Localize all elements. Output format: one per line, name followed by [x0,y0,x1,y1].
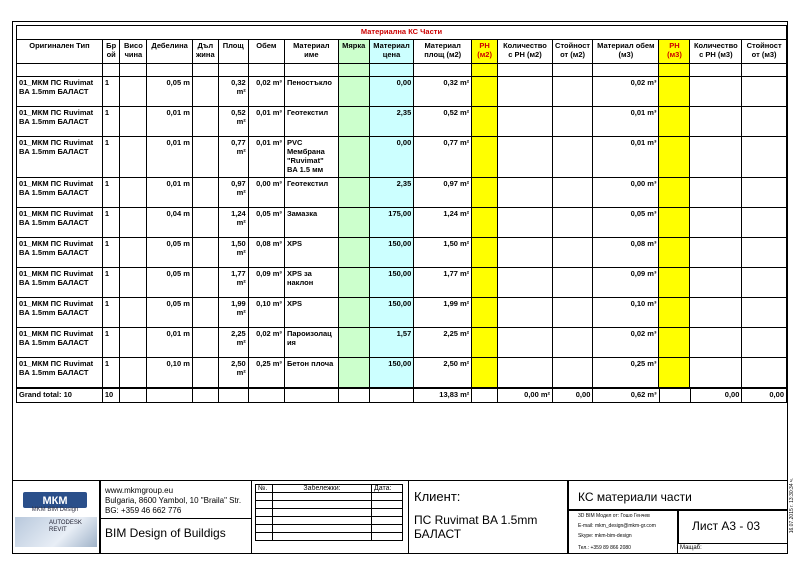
slogan: BIM Design of Buildigs [105,526,226,540]
cell-unit [338,137,369,178]
cell-type: 01_МКМ ПС Ruvimat BA 1.5mm БАЛАСТ [17,137,103,178]
cell-height [120,137,147,178]
cell-value-m2 [552,298,592,328]
total-value-m2: 0,00 [553,389,593,403]
cell-mat-volume: 0,01 m³ [593,137,659,178]
email: E-mail: mkm_design@mkm-gr.com [578,523,656,529]
table-row [17,208,787,238]
cell-mat-volume: 0,01 m³ [593,107,659,137]
cell-thickness: 0,01 m [147,178,193,208]
cell-area: 0,52 m² [218,107,248,137]
cell-material: Пароизолация [284,328,338,358]
cell-unit [338,298,369,328]
cell-height [120,107,147,137]
col-header-unit: Мярка [338,40,369,64]
col-header-count: Брой [102,40,120,64]
client-label: Клиент: [414,489,461,504]
table-row [17,178,787,208]
cell-thickness: 0,01 m [147,107,193,137]
header-row [17,40,787,64]
cell-area: 1,24 m² [218,208,248,238]
cell-type: 01_МКМ ПС Ruvimat BA 1.5mm БАЛАСТ [17,358,103,388]
cell-value-m3 [742,137,787,178]
cell-price: 150,00 [369,238,413,268]
cell-qty-m2 [498,328,553,358]
cell-ph-m2 [472,238,498,268]
cell-area: 0,97 m² [218,178,248,208]
scale-label: Мащаб: [680,545,702,551]
cell-length [192,358,218,388]
cell-value-m3 [742,238,787,268]
cell-ph-m3 [659,328,690,358]
cell-value-m2 [552,358,592,388]
cell-count: 1 [102,268,120,298]
cell-length [192,208,218,238]
table-row [17,298,787,328]
col-header-volume: Обем [248,40,284,64]
cell-value-m3 [742,107,787,137]
cell-qty-m2 [498,178,553,208]
cell-value-m3 [742,328,787,358]
cell-area: 1,77 m² [218,268,248,298]
cell-height [120,238,147,268]
cell-value-m2 [552,328,592,358]
cell-qty-m2 [498,137,553,178]
cell-unit [338,107,369,137]
cell-area: 0,77 m² [218,137,248,178]
cell-volume: 0,09 m³ [248,268,284,298]
cell-qty-m2 [498,238,553,268]
cell-material: Геотекстил [284,178,338,208]
cell-value-m3 [742,358,787,388]
total-count: 10 [102,389,120,403]
material-schedule [16,25,787,403]
cell-material: Пеностъкло [284,77,338,107]
cell-material: XPS [284,298,338,328]
cell-qty-m3 [690,178,742,208]
cell-mat-volume: 0,10 m³ [593,298,659,328]
cell-unit [338,268,369,298]
cell-price: 0,00 [369,77,413,107]
cell-price: 0,00 [369,137,413,178]
cell-value-m2 [552,238,592,268]
col-header-mat-volume: Материал обем (м3) [593,40,659,64]
cell-count: 1 [102,238,120,268]
cell-price: 150,00 [369,298,413,328]
cell-qty-m3 [690,77,742,107]
cell-value-m3 [742,208,787,238]
cell-price: 1,57 [369,328,413,358]
cell-length [192,137,218,178]
col-header-qty-m3: Количество с PH (м3) [690,40,742,64]
cell-price: 2,35 [369,107,413,137]
cell-area: 0,32 m² [218,77,248,107]
total-mat-volume: 0,62 m³ [593,389,659,403]
cell-mat-volume: 0,08 m³ [593,238,659,268]
cell-count: 1 [102,298,120,328]
cell-qty-m3 [690,238,742,268]
cell-thickness: 0,01 m [147,137,193,178]
cell-mat-volume: 0,02 m³ [593,328,659,358]
cell-type: 01_МКМ ПС Ruvimat BA 1.5mm БАЛАСТ [17,77,103,107]
cell-ph-m3 [659,358,690,388]
col-header-material: Материал име [284,40,338,64]
cell-ph-m2 [472,268,498,298]
cell-mat-area: 1,99 m² [414,298,472,328]
total-mat-area: 13,83 m² [414,389,472,403]
total-qty-m2: 0,00 m² [498,389,553,403]
col-header-height: Висо чина [120,40,147,64]
cell-value-m2 [552,178,592,208]
cell-price: 2,35 [369,178,413,208]
cell-count: 1 [102,208,120,238]
cell-qty-m3 [690,298,742,328]
cell-qty-m2 [498,107,553,137]
cell-count: 1 [102,107,120,137]
cell-length [192,298,218,328]
cell-mat-area: 0,97 m² [414,178,472,208]
cell-ph-m3 [659,208,690,238]
cell-ph-m2 [472,328,498,358]
cell-thickness: 0,10 m [147,358,193,388]
cell-volume: 0,10 m³ [248,298,284,328]
cell-mat-volume: 0,02 m³ [593,77,659,107]
cell-value-m3 [742,268,787,298]
cell-ph-m2 [472,298,498,328]
cell-qty-m3 [690,137,742,178]
col-header-ph-m2: PH (м2) [472,40,498,64]
cell-value-m2 [552,208,592,238]
cell-length [192,178,218,208]
cell-ph-m3 [659,137,690,178]
cell-count: 1 [102,358,120,388]
cell-mat-volume: 0,00 m³ [593,178,659,208]
cell-thickness: 0,01 m [147,328,193,358]
table-row [17,77,787,107]
schedule-title-row [17,26,787,40]
col-header-length: Дъл жина [192,40,218,64]
col-header-value-m2: Стойност от (м2) [552,40,592,64]
col-header-mat-area: Материал площ (м2) [414,40,472,64]
cell-area: 1,50 m² [218,238,248,268]
cell-mat-volume: 0,25 m³ [593,358,659,388]
cell-height [120,358,147,388]
cell-area: 2,25 m² [218,328,248,358]
cell-mat-area: 2,50 m² [414,358,472,388]
cell-thickness: 0,05 m [147,268,193,298]
cell-unit [338,77,369,107]
cell-ph-m2 [472,358,498,388]
cell-height [120,77,147,107]
logo-subtitle: MKM BIM Design [31,507,79,513]
cell-qty-m2 [498,77,553,107]
cell-type: 01_МКМ ПС Ruvimat BA 1.5mm БАЛАСТ [17,178,103,208]
cell-type: 01_МКМ ПС Ruvimat BA 1.5mm БАЛАСТ [17,268,103,298]
cell-material: XPS [284,238,338,268]
cell-mat-area: 0,32 m² [414,77,472,107]
cell-volume: 0,25 m³ [248,358,284,388]
autodesk-revit-logo: AUTODESK REVIT [15,517,97,547]
cell-unit [338,328,369,358]
cell-qty-m2 [498,358,553,388]
col-header-qty-m2: Количество с PH (м2) [498,40,553,64]
cell-value-m3 [742,178,787,208]
col-header-ph-m3: PH (м3) [659,40,690,64]
cell-ph-m3 [659,107,690,137]
cell-unit [338,238,369,268]
cell-ph-m2 [472,107,498,137]
notes-table [255,484,403,541]
table-row [17,137,787,178]
schedule-table [16,25,787,388]
cell-price: 150,00 [369,268,413,298]
cell-ph-m2 [472,77,498,107]
cell-count: 1 [102,77,120,107]
cell-qty-m3 [690,107,742,137]
cell-count: 1 [102,137,120,178]
col-header-value-m3: Стойност от (м3) [742,40,787,64]
cell-volume: 0,08 m³ [248,238,284,268]
phone: BG: +359 46 662 776 [105,506,182,515]
notes-header-no: №. [256,485,273,493]
cell-thickness: 0,05 m [147,77,193,107]
cell-price: 150,00 [369,358,413,388]
cell-type: 01_МКМ ПС Ruvimat BA 1.5mm БАЛАСТ [17,238,103,268]
logo-text: МКМ [42,495,68,507]
cell-qty-m2 [498,208,553,238]
cell-height [120,268,147,298]
client-value: ПС Ruvimat BA 1.5mm БАЛАСТ [414,513,538,541]
model-by: 3D BIM Модел от: Гошо Генчев [578,513,650,519]
cell-qty-m3 [690,268,742,298]
cell-area: 2,50 m² [218,358,248,388]
col-header-thickness: Дебелина [147,40,193,64]
cell-mat-area: 1,24 m² [414,208,472,238]
tel: Тел.: +359 89 866 2080 [578,545,631,551]
cell-ph-m3 [659,298,690,328]
cell-area: 1,99 m² [218,298,248,328]
cell-thickness: 0,05 m [147,238,193,268]
cell-qty-m2 [498,268,553,298]
schedule-title: Материална КС Части [17,26,787,40]
cell-value-m2 [552,77,592,107]
spacer-row [17,64,787,77]
cell-qty-m3 [690,358,742,388]
cell-height [120,328,147,358]
cell-ph-m3 [659,238,690,268]
cell-price: 175,00 [369,208,413,238]
notes-header-notes: Забележки: [273,485,372,493]
cell-height [120,208,147,238]
cell-length [192,77,218,107]
totals-table [16,388,787,403]
cell-qty-m3 [690,208,742,238]
table-row [17,358,787,388]
cell-ph-m3 [659,77,690,107]
skype: Skype: mkm-bim-design [578,533,632,539]
address: Bulgaria, 8600 Yambol, 10 "Braila" Str. [105,496,242,505]
cell-count: 1 [102,328,120,358]
cell-material: PVC Мембрана "Ruvimat" BA 1.5 мм [284,137,338,178]
cell-volume: 0,05 m³ [248,208,284,238]
cell-mat-volume: 0,09 m³ [593,268,659,298]
cell-thickness: 0,04 m [147,208,193,238]
col-header-area: Площ [218,40,248,64]
cell-volume: 0,01 m³ [248,107,284,137]
total-qty-m3: 0,00 [690,389,742,403]
cell-material: Геотекстил [284,107,338,137]
sheet-title: КС материали части [578,490,692,504]
cell-type: 01_МКМ ПС Ruvimat BA 1.5mm БАЛАСТ [17,328,103,358]
grand-total-row [17,389,787,403]
cell-volume: 0,01 m³ [248,137,284,178]
cell-ph-m2 [472,208,498,238]
cell-length [192,328,218,358]
cell-value-m3 [742,298,787,328]
cell-mat-area: 0,52 m² [414,107,472,137]
total-value-m3: 0,00 [742,389,787,403]
cell-length [192,268,218,298]
cell-unit [338,208,369,238]
cell-ph-m2 [472,178,498,208]
cell-material: Бетон плоча [284,358,338,388]
cell-length [192,238,218,268]
sheet-number: Лист А3 - 03 [692,519,761,533]
cell-unit [338,358,369,388]
cell-thickness: 0,05 m [147,298,193,328]
total-label: Grand total: 10 [17,389,103,403]
cell-material: XPS за наклон [284,268,338,298]
cell-value-m2 [552,268,592,298]
cell-height [120,178,147,208]
cell-type: 01_МКМ ПС Ruvimat BA 1.5mm БАЛАСТ [17,208,103,238]
cell-value-m2 [552,107,592,137]
col-header-price: Материал цена [369,40,413,64]
cell-unit [338,178,369,208]
cell-height [120,298,147,328]
cell-ph-m2 [472,137,498,178]
notes-header-date: Дата: [372,485,403,493]
cell-mat-area: 1,50 m² [414,238,472,268]
col-header-type: Оригинален Тип [17,40,103,64]
cell-volume: 0,02 m³ [248,328,284,358]
website[interactable]: www.mkmgroup.eu [105,486,174,495]
cell-type: 01_МКМ ПС Ruvimat BA 1.5mm БАЛАСТ [17,107,103,137]
cell-mat-area: 0,77 m² [414,137,472,178]
table-row [17,268,787,298]
print-date: 16.07.2015 г. 13:30:34 ч. [789,478,795,534]
cell-qty-m2 [498,298,553,328]
cell-mat-area: 2,25 m² [414,328,472,358]
cell-volume: 0,02 m³ [248,77,284,107]
cell-type: 01_МКМ ПС Ruvimat BA 1.5mm БАЛАСТ [17,298,103,328]
cell-count: 1 [102,178,120,208]
cell-volume: 0,00 m³ [248,178,284,208]
cell-qty-m3 [690,328,742,358]
table-row [17,238,787,268]
cell-ph-m3 [659,268,690,298]
cell-value-m2 [552,137,592,178]
table-row [17,107,787,137]
cell-length [192,107,218,137]
table-row [17,328,787,358]
cell-value-m3 [742,77,787,107]
cell-ph-m3 [659,178,690,208]
cell-mat-area: 1,77 m² [414,268,472,298]
cell-material: Замазка [284,208,338,238]
cell-mat-volume: 0,05 m³ [593,208,659,238]
